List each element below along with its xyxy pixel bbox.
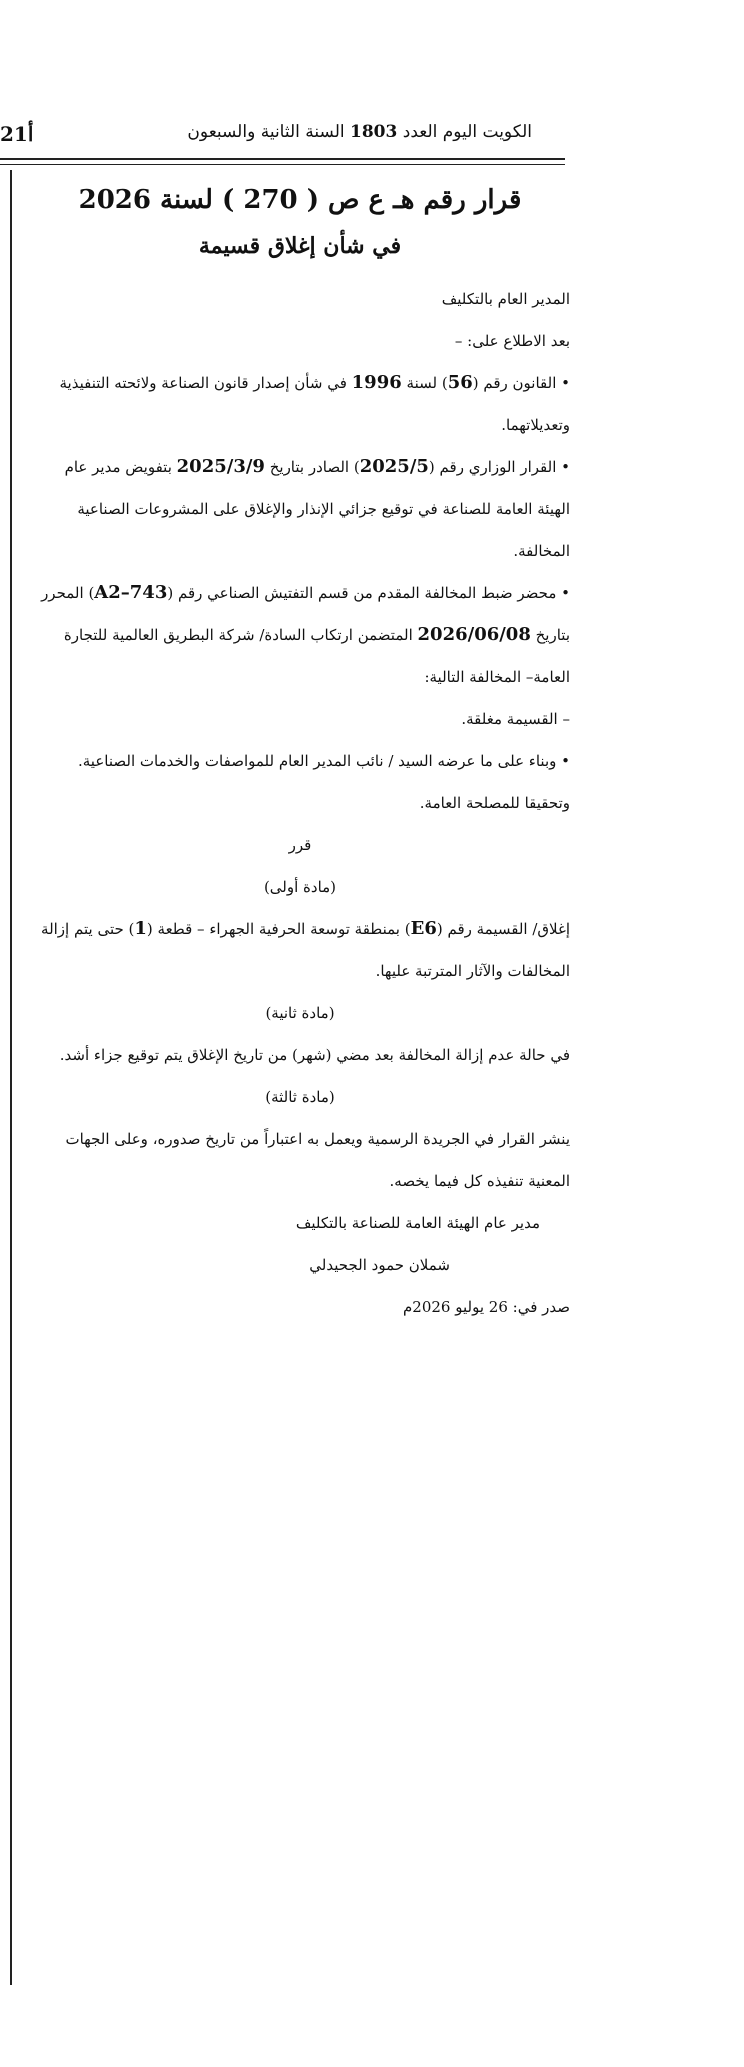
gazette-year: السنة الثانية والسبعون — [187, 122, 345, 142]
article-2-text: في حالة عدم إزالة المخالفة بعد مضي (شهر) من تاريخ الإغلاق يتم توقيع جزاء أشد. — [59, 1046, 570, 1064]
issue-date: صدر في: 26 يوليو 2026م — [402, 1298, 570, 1316]
article-1-text: إغلاق/ القسيمة رقم (E6) بمنطقة توسعة الحرفية الجهراء – قطعة (1) حتى يتم إزالة المخالفات والآثار المترتبة عليها. — [41, 918, 570, 980]
article-3-text: ينشر القرار في الجريدة الرسمية ويعمل به اعتباراً من تاريخ صدوره، وعلى الجهات المعنية تنفيذه كل فيما يخصه. — [65, 1130, 570, 1190]
signatory-name: شملان حمود الجحيدلي — [309, 1256, 450, 1274]
page-number: 21أ — [0, 122, 34, 146]
bullet-violation-report: • محضر ضبط المخالفة المقدم من قسم التفتيش الصناعي رقم (A2–743) المحرر بتاريخ 2026/06/08 المتضمن ارتكاب السادة/ شركة البطريق العالمية للتجارة العامة– المخالفة التالية: — [30, 572, 570, 698]
gazette-name: الكويت اليوم العدد — [402, 122, 532, 142]
intro-line: بعد الاطلاع على: – — [454, 332, 570, 350]
decision-subject: في شأن إغلاق قسيمة — [198, 233, 402, 259]
ruling-heading: قرر — [288, 836, 312, 854]
article-3-title: (مادة ثالثة) — [265, 1088, 335, 1106]
bullet-proposal: • وبناء على ما عرضه السيد / نائب المدير العام للمواصفات والخدمات الصناعية. — [30, 740, 570, 782]
page-header — [0, 112, 744, 152]
column-divider — [10, 170, 12, 1985]
article-1-title: (مادة أولى) — [263, 878, 337, 896]
bullet-ministerial-decision: • القرار الوزاري رقم (2025/5) الصادر بتاريخ 2025/3/9 بتفويض مدير عام الهيئة العامة للصناعة في توقيع جزائي الإنذار والإغلاق على المشروعات الصناعية المخالفة. — [30, 446, 570, 572]
bullet-law: • القانون رقم (56) لسنة 1996 في شأن إصدار قانون الصناعة ولائحته التنفيذية وتعديلاتهما. — [30, 362, 570, 446]
issuer-line: المدير العام بالتكليف — [441, 290, 570, 308]
violation-item: – القسيمة مغلقة. — [461, 710, 570, 728]
header-rule-thin — [0, 164, 565, 165]
issue-number: 1803 — [350, 122, 398, 142]
decision-article — [30, 180, 570, 1328]
article-2-title: (مادة ثانية) — [265, 1004, 335, 1022]
decision-title: قرار رقم هـ ع ص ( 270 ) لسنة 2026 — [78, 185, 522, 215]
public-interest-line: وتحقيقا للمصلحة العامة. — [419, 794, 570, 812]
signatory-role: مدير عام الهيئة العامة للصناعة بالتكليف — [295, 1214, 540, 1232]
header-rule-thick — [0, 158, 565, 160]
gazette-title — [187, 122, 532, 142]
